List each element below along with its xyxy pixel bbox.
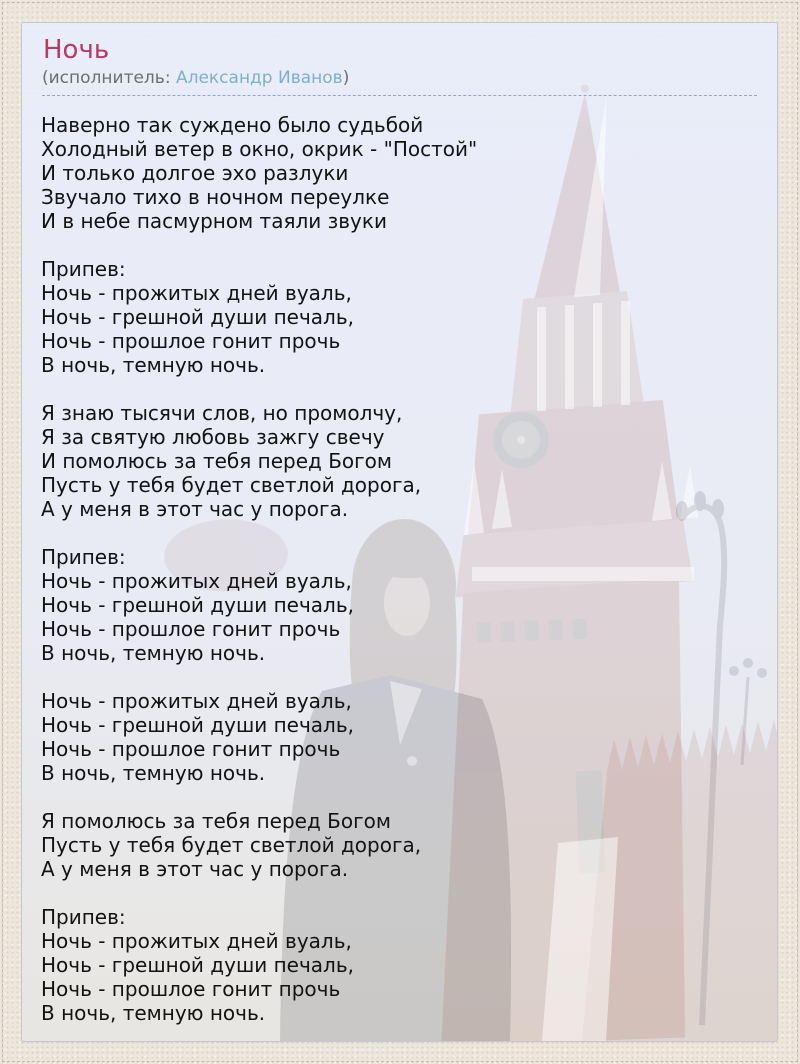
lyric-line: Ночь - прожитых дней вуаль, — [41, 929, 352, 953]
stanza — [41, 401, 757, 521]
lyric-line: Наверно так суждено было судьбой — [41, 113, 424, 137]
lyric-line: В ночь, темную ночь. — [41, 761, 266, 785]
lyric-line: Ночь - прошлое гонит прочь — [41, 617, 341, 641]
artist-line — [42, 68, 757, 96]
lyric-line: Я за святую любовь зажгу свечу — [41, 425, 385, 449]
lyric-line: Ночь - прошлое гонит прочь — [41, 977, 341, 1001]
lyric-line: Ночь - прошлое гонит прочь — [41, 737, 341, 761]
lyric-line: Ночь - грешной души печаль, — [41, 713, 354, 737]
lyric-line: А у меня в этот час у порога. — [41, 857, 349, 881]
lyric-line: Ночь - прожитых дней вуаль, — [41, 281, 352, 305]
card-content — [22, 23, 777, 1025]
lyric-line: И в небе пасмурном таяли звуки — [41, 209, 387, 233]
lyric-line: В ночь, темную ночь. — [41, 353, 266, 377]
artist-prefix: (исполнитель: — [42, 68, 176, 88]
stanza — [41, 809, 757, 881]
lyric-line: В ночь, темную ночь. — [41, 1001, 266, 1025]
lyric-line: Припев: — [41, 257, 126, 281]
lyric-line: Припев: — [41, 545, 126, 569]
lyrics-card — [21, 22, 778, 1042]
lyric-line: Я знаю тысячи слов, но промолчу, — [41, 401, 403, 425]
lyric-line: Ночь - грешной души печаль, — [41, 305, 354, 329]
lyric-line: Пусть у тебя будет светлой дорога, — [41, 833, 422, 857]
lyric-line: Ночь - прошлое гонит прочь — [41, 329, 341, 353]
lyric-line: И помолюсь за тебя перед Богом — [41, 449, 392, 473]
lyric-line: Пусть у тебя будет светлой дорога, — [41, 473, 422, 497]
lyric-line: Ночь - прожитых дней вуаль, — [41, 569, 352, 593]
lyric-line: И только долгое эхо разлуки — [41, 161, 349, 185]
artist-link[interactable]: Александр Иванов — [175, 68, 343, 88]
stanza — [41, 257, 757, 377]
stanza — [41, 545, 757, 665]
lyric-line: Припев: — [41, 905, 126, 929]
stanza — [41, 113, 757, 233]
lyric-line: Звучало тихо в ночном переулке — [41, 185, 390, 209]
song-title: Ночь — [43, 35, 110, 65]
stanza — [41, 905, 757, 1025]
lyric-line: Ночь - грешной души печаль, — [41, 953, 354, 977]
lyric-line: Ночь - прожитых дней вуаль, — [41, 689, 352, 713]
lyric-line: В ночь, темную ночь. — [41, 641, 266, 665]
lyric-line: Ночь - грешной души печаль, — [41, 593, 354, 617]
stanza — [41, 689, 757, 785]
lyric-line: Я помолюсь за тебя перед Богом — [41, 809, 391, 833]
lyric-line: Холодный ветер в окно, окрик - "Постой" — [41, 137, 478, 161]
lyric-line: А у меня в этот час у порога. — [41, 497, 349, 521]
artist-suffix: ) — [342, 68, 350, 88]
lyrics — [41, 113, 757, 1025]
